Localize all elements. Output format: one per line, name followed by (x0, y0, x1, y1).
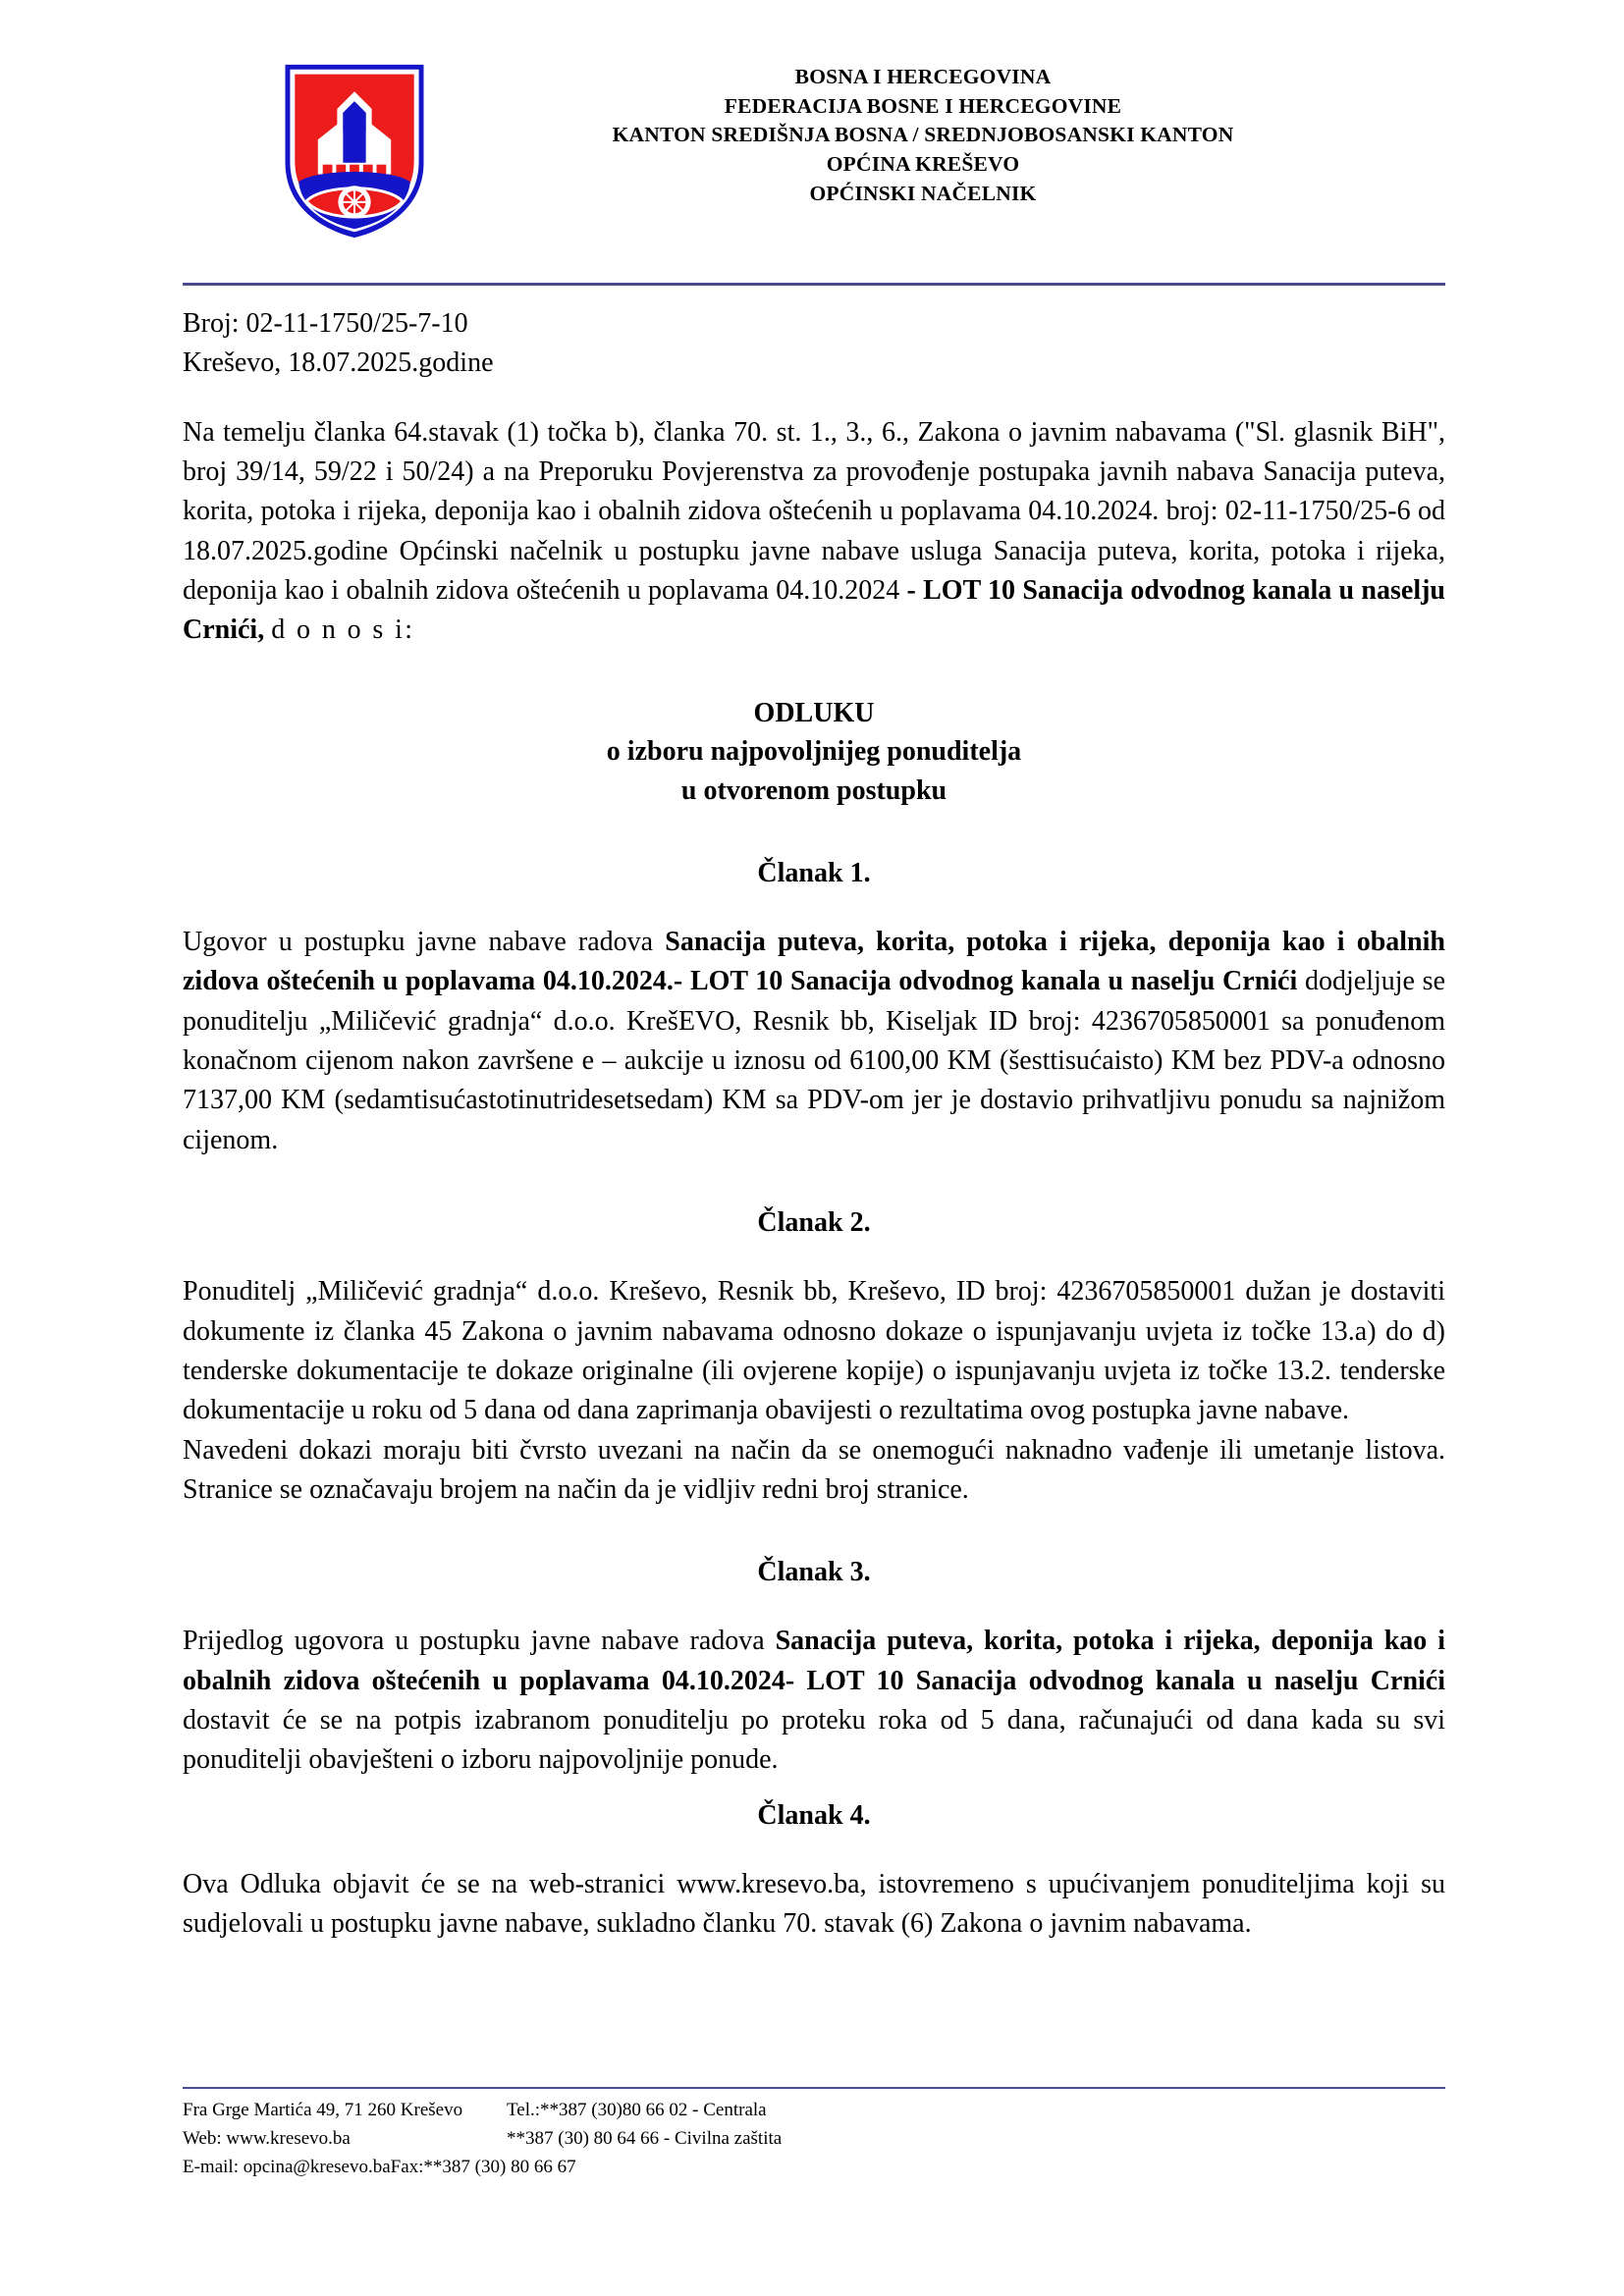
header-line-mayor: OPĆINSKI NAČELNIK (809, 181, 1037, 205)
footer-row-1 (183, 2097, 1445, 2125)
article-3-paragraph (183, 1622, 1445, 1780)
footer-divider (183, 2087, 1445, 2089)
header-line-country: BOSNA I HERCEGOVINA (794, 65, 1052, 88)
footer-web: Web: www.kresevo.ba (183, 2127, 351, 2149)
header-authority-block (432, 63, 1414, 208)
article-2-paragraph-1: Ponuditelj „Miličević gradnja“ d.o.o. Kreševo, Resnik bb, Kreševo, ID broj: 4236705850001 dužan je dostaviti dokumente iz članka 45 Zakona o javnim nabavama odnosno dokaze o ispunjavanju uvjeta iz točke 13.a) do d) tenderske dokumentacije te dokaze originalne (ili ovjerene kopije) o ispunjavanju uvjeta iz točke 13.2. tenderske dokumentacije u roku od 5 dana od dana zaprimanja obavijesti o rezultatima ovog postupka javne nabave. (183, 1276, 1445, 1426)
article-3-heading: Članak 3. (757, 1557, 871, 1588)
spacer (183, 1836, 1445, 1865)
spacer (183, 384, 1445, 413)
article-3-tail: dostavit će se na potpis izabranom ponuditelju po proteku roka od 5 dana, računajući od dana kada su svi ponuditelji obavješteni o izboru najpovoljnije ponude. (183, 1705, 1445, 1776)
footer-address: Fra Grge Martića 49, 71 260 Kreševo (183, 2100, 463, 2120)
header-line-canton: KANTON SREDIŠNJA BOSNA / SREDNJOBOSANSKI KANTON (612, 123, 1234, 147)
preamble-text: Na temelju članka 64.stavak (1) točka b), članka 70. st. 1., 3., 6., Zakona o javnim nabavama ("Sl. glasnik BiH", broj 39/14, 59/22 i 50/24) a na Preporuku Povjerenstva za provođenje postupaka javnih nabava Sanacija puteva, korita, potoka i rijeka, deponija kao i obalnih zidova oštećenih u poplavama 04.10.2024. broj: 02-11-1750/25-6 od 18.07.2025.godine Općinski načelnik u postupku javne nabave usluga Sanacija puteva, korita, potoka i rijeka, deponija kao i obalnih zidova oštećenih u poplavama 04.10.2024 (183, 416, 1445, 606)
coat-of-arms-icon (277, 59, 432, 241)
article-4-paragraph: Ova Odluka objavit će se na web-stranici www.kresevo.ba, istovremeno s upućivanjem ponuditeljima koji su sudjelovali u postupku javne nabave, sukladno članku 70. stavak (6) Zakona o javnim nabavama. (183, 1869, 1445, 1940)
header-divider (183, 283, 1445, 286)
article-3-subject-bold: Sanacija puteva, korita, potoka i rijeka, deponija kao i obalnih zidova oštećenih u poplavama 04.10.2024- LOT 10 Sanacija odvodnog kanala u naselju Crnići (183, 1626, 1445, 1696)
spacer (183, 651, 1445, 694)
reference-number: Broj: 02-11-1750/25-7-10 (183, 308, 468, 339)
footer-row-3 (183, 2154, 1445, 2182)
footer-row-2 (183, 2125, 1445, 2154)
spacer (183, 1510, 1445, 1553)
preamble-donosi-text: d o n o s i: (271, 614, 415, 646)
spacer (183, 893, 1445, 923)
spacer (183, 1781, 1445, 1796)
header-line-municipality: OPĆINA KREŠEVO (826, 151, 1020, 176)
decision-title-block (183, 694, 1445, 811)
preamble-paragraph (183, 413, 1445, 651)
footer-phone-civil: **387 (30) 80 64 66 - Civilna zaštita (507, 2127, 783, 2149)
footer-phone-central: Tel.:**387 (30)80 66 02 - Centrala (507, 2100, 767, 2120)
spacer (183, 1243, 1445, 1272)
document-body (183, 304, 1445, 1945)
decision-title-sub2: u otvorenom postupku (680, 775, 947, 806)
article-1-subject-bold: Sanacija puteva, korita, potoka i rijeka, deponija kao i obalnih zidova oštećenih u poplavama 04.10.2024.- LOT 10 Sanacija odvodnog kanala u naselju Crnići (183, 927, 1445, 997)
preamble-lot-bold: - LOT 10 Sanacija odvodnog kanala u naselju Crnići, (183, 574, 1445, 646)
article-2-paragraph-2: Navedeni dokazi moraju biti čvrsto uvezani na način da se onemogući naknadno vađenje ili umetanje listova. Stranice se označavaju brojem na način da je vidljiv redni broj stranice. (183, 1434, 1445, 1505)
footer-email-fax: E-mail: opcina@kresevo.baFax:**387 (30) 80 66 67 (183, 2156, 576, 2177)
article-2-heading: Članak 2. (757, 1206, 871, 1238)
decision-title-sub1: o izboru najpovoljnijeg ponuditelja (606, 736, 1022, 768)
article-1-tail: dodjeljuje se ponuditelju „Miličević gradnja“ d.o.o. KrešEVO, Resnik bb, Kiseljak ID broj: 4236705850001 sa ponuđenom konačnom cijenom nakon završene e – aukcije u iznosu od 6100,00 KM (šesttisućaisto) KM bez PDV-a odnosno 7137,00 KM (sedamtisućastotinutridesetsedam) KM sa PDV-om jer je dostavio prihvatljivu ponudu sa najnižom cijenom. (183, 966, 1445, 1155)
spacer (183, 811, 1445, 854)
article-4-heading: Članak 4. (757, 1799, 871, 1831)
article-1-lead: Ugovor u postupku javne nabave radova (183, 927, 666, 958)
header-line-federation: FEDERACIJA BOSNE I HERCEGOVINE (724, 93, 1122, 118)
reference-place-date: Kreševo, 18.07.2025.godine (183, 347, 494, 379)
document-header (0, 45, 1624, 212)
article-1-heading: Članak 1. (757, 857, 871, 888)
spacer (183, 1160, 1445, 1203)
article-3-lead: Prijedlog ugovora u postupku javne nabave radova (183, 1626, 776, 1657)
decision-title-main: ODLUKU (753, 697, 875, 728)
article-1-paragraph (183, 923, 1445, 1160)
document-footer (183, 2097, 1445, 2182)
spacer (183, 1592, 1445, 1622)
